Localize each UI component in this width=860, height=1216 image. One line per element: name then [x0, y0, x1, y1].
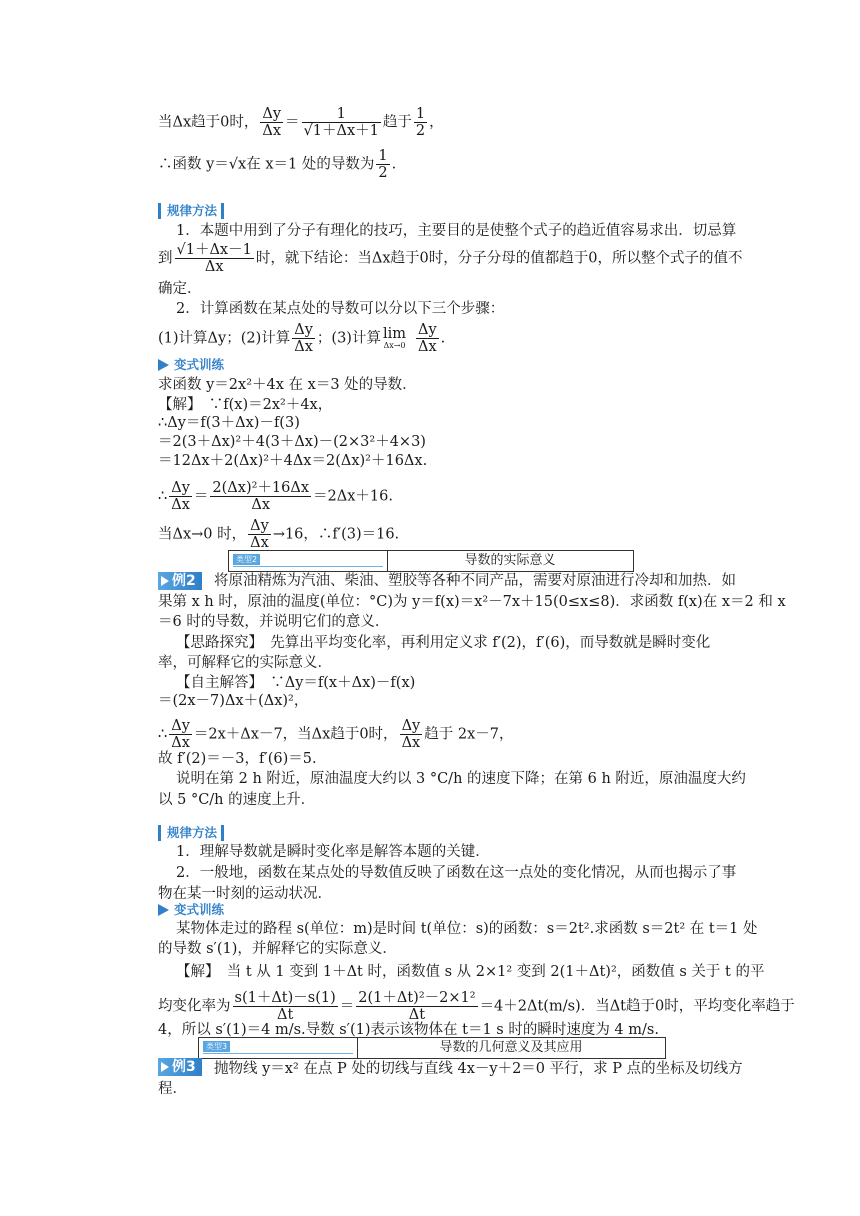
text: ＝: [285, 114, 300, 131]
variant-tag-2: 变式训练: [158, 902, 224, 918]
fraction: [400, 718, 423, 751]
fraction: [356, 990, 477, 1023]
method-tag: 规律方法: [158, 203, 224, 219]
fraction: [233, 990, 338, 1023]
text: ＝2x＋Δx－7，当Δx趋于0时，: [193, 726, 398, 743]
denominator: Δx: [250, 535, 269, 551]
example2-p8: [158, 718, 513, 751]
section-title: 导数的几何意义及其应用: [439, 1040, 583, 1055]
text: →16，∴f′(3)＝16.: [272, 526, 400, 543]
text: ；(3)计算: [316, 330, 381, 347]
method-tag-2: 规律方法: [158, 825, 224, 841]
numerator: 1: [302, 106, 381, 123]
fraction: [414, 106, 427, 139]
type-label: 类型2: [233, 554, 260, 565]
text: ＝4＋2Δt(m/s)．当Δt趋于0时，平均变化率趋于: [479, 998, 795, 1015]
numerator: Δy: [262, 106, 282, 122]
method2-p1: 1．理解导数就是瞬时变化率是解答本题的关键．: [176, 844, 490, 860]
method1-p1b: [158, 242, 742, 275]
fraction: [302, 106, 381, 139]
fraction: [248, 518, 271, 551]
denominator: Δx: [251, 497, 271, 513]
example2-p10: 说明在第 2 h 附近，原油温度大约以 3 °C/h 的速度下降；在第 6 h 附近，原油温度大约: [176, 771, 746, 787]
text: .: [391, 156, 397, 173]
method2-p3: 物在某一时刻的运动状况．: [158, 886, 332, 902]
text: (1)计算Δy；(2)计算: [158, 330, 291, 347]
method1-p1c: 确定．: [158, 281, 202, 297]
denominator: Δx: [204, 259, 224, 275]
numerator: Δy: [250, 518, 269, 534]
text: ＝2Δx＋16.: [313, 488, 393, 505]
variant1-s5: [158, 480, 393, 513]
text: 趋于 2x－7，: [424, 726, 514, 743]
limit: [383, 327, 406, 350]
fraction: [169, 480, 192, 513]
denominator: Δx: [262, 123, 282, 139]
variant1-s4: ＝12Δx＋2(Δx)²＋4Δx＝2(Δx)²＋16Δx.: [158, 453, 428, 469]
lim-sub: Δx→0: [383, 341, 406, 350]
denominator: 2: [415, 123, 426, 139]
variant2-p1: 某物体走过的路程 s(单位：m)是时间 t(单位：s)的函数：s＝2t².求函数 s＝2t² 在 t＝1 处: [176, 921, 758, 937]
variant-tag: 变式训练: [158, 357, 224, 373]
line-limit-result: [158, 106, 444, 139]
example2-p2: 果第 x h 时，原油的温度(单位：°C)为 y＝f(x)＝x²－7x＋15(0≤x≤8)．求函数 f(x)在 x＝2 和 x: [158, 594, 786, 610]
example2-p6: 【自主解答】 ∵Δy＝f(x＋Δx)－f(x): [176, 675, 416, 691]
method1-p2: 2．计算函数在某点处的导数可以分以下三个步骤：: [176, 301, 505, 317]
example2-p7: ＝(2x－7)Δx＋(Δx)²，: [158, 693, 309, 709]
example2-p9: 故 f′(2)＝－3，f′(6)＝5.: [158, 751, 317, 767]
denominator: Δt: [408, 1007, 426, 1023]
example2-p3: ＝6 时的导数，并说明它们的意义．: [158, 614, 390, 630]
method1-p3: [158, 322, 445, 355]
text: 均变化率为: [158, 998, 231, 1015]
text: ＝: [193, 488, 209, 505]
fraction: [376, 148, 389, 181]
numerator: 1: [378, 148, 388, 164]
type-label: 类型3: [203, 1041, 230, 1052]
example-badge-3: 例3: [158, 1058, 202, 1076]
numerator: √1＋Δx－1: [176, 242, 252, 258]
section-title: 导数的实际意义: [464, 553, 556, 568]
numerator: Δy: [171, 480, 190, 496]
text: 当Δx趋于0时，: [158, 114, 259, 131]
denominator: Δx: [171, 497, 190, 513]
text: ∴: [158, 726, 168, 743]
variant2-p4: [158, 990, 795, 1023]
text: .: [440, 330, 446, 347]
variant1-s1: 【解】 ∵f(x)＝2x²＋4x，: [158, 397, 333, 413]
denominator: 2: [378, 165, 388, 181]
numerator: Δy: [418, 322, 437, 338]
denominator: Δx: [401, 735, 421, 751]
text: 当Δx→0 时，: [158, 526, 247, 543]
text: 趋于: [382, 114, 412, 131]
variant1-question: 求函数 y＝2x²＋4x 在 x＝3 处的导数．: [158, 377, 417, 393]
section-header-3: [198, 1037, 666, 1059]
variant2-p5: 4，所以 s′(1)＝4 m/s.导数 s′(1)表示该物体在 t＝1 s 时的瞬时速度为 4 m/s.: [158, 1022, 659, 1038]
numerator: 2(1＋Δt)²－2×1²: [358, 990, 476, 1006]
numerator: 2(Δx)²＋16Δx: [212, 480, 310, 496]
variant2-p2: 的导数 s′(1)，并解释它的实际意义．: [158, 941, 397, 957]
numerator: Δy: [294, 322, 313, 338]
text: 时，就下结论：当Δx趋于0时，分子分母的值都趋于0，所以整个式子的值不: [255, 250, 743, 267]
numerator: Δy: [401, 718, 421, 734]
text: ∴函数 y＝√x在 x＝1 处的导数为: [158, 156, 375, 173]
example3-p1: 抛物线 y＝x² 在点 P 处的切线与直线 4x－y＋2＝0 平行，求 P 点的坐标及切线方: [214, 1061, 743, 1077]
variant1-s3: ＝2(3＋Δx)²＋4(3＋Δx)－(2×3²＋4×3): [158, 434, 426, 450]
fraction: [292, 322, 315, 355]
denominator: Δx: [418, 339, 437, 355]
text: ＝: [339, 998, 355, 1015]
numerator: Δy: [171, 718, 190, 734]
variant2-p3: 【解】 当 t 从 1 变到 1＋Δt 时，函数值 s 从 2×1² 变到 2(1＋Δt)²，函数值 s 关于 t 的平: [176, 964, 765, 980]
fraction: [175, 242, 254, 275]
example-badge-2: 例2: [158, 572, 202, 590]
fraction: [416, 322, 439, 355]
variant1-s6: [158, 518, 399, 551]
denominator: Δx: [171, 735, 190, 751]
denominator: √1＋Δx＋1: [303, 123, 379, 139]
variant1-s2: ∴Δy＝f(3＋Δx)－f(3): [158, 415, 300, 431]
line-derivative-conclusion: [158, 148, 396, 181]
example2-p5: 率，可解释它的实际意义．: [158, 655, 332, 671]
method1-p1: 1．本题中用到了分子有理化的技巧，主要目的是使整个式子的趋近值容易求出．切忌算: [176, 223, 737, 239]
numerator: 1: [415, 106, 426, 122]
text: ∴: [158, 488, 168, 505]
lim: lim: [382, 326, 406, 342]
denominator: Δx: [294, 339, 313, 355]
example2-p4: 【思路探究】 先算出平均变化率，再利用定义求 f′(2)，f′(6)，而导数就是瞬时变化: [176, 635, 711, 651]
example2-p1: 将原油精炼为汽油、柴油、塑胶等各种不同产品，需要对原油进行冷却和加热．如: [214, 573, 736, 589]
section-label: [199, 1038, 358, 1058]
numerator: s(1＋Δt)－s(1): [234, 990, 336, 1006]
method2-p2: 2．一般地，函数在某点处的导数值反映了函数在这一点处的变化情况，从而也揭示了事: [176, 865, 737, 881]
fraction: [210, 480, 311, 513]
denominator: Δt: [276, 1007, 294, 1023]
text: 到: [158, 250, 173, 267]
fraction: [169, 718, 192, 751]
section-label: [229, 551, 388, 571]
example2-p11: 以 5 °C/h 的速度上升．: [158, 792, 316, 808]
section-header-2: [228, 550, 634, 572]
example3-p2: 程．: [158, 1081, 187, 1097]
text: ，: [429, 114, 444, 131]
fraction: [260, 106, 283, 139]
